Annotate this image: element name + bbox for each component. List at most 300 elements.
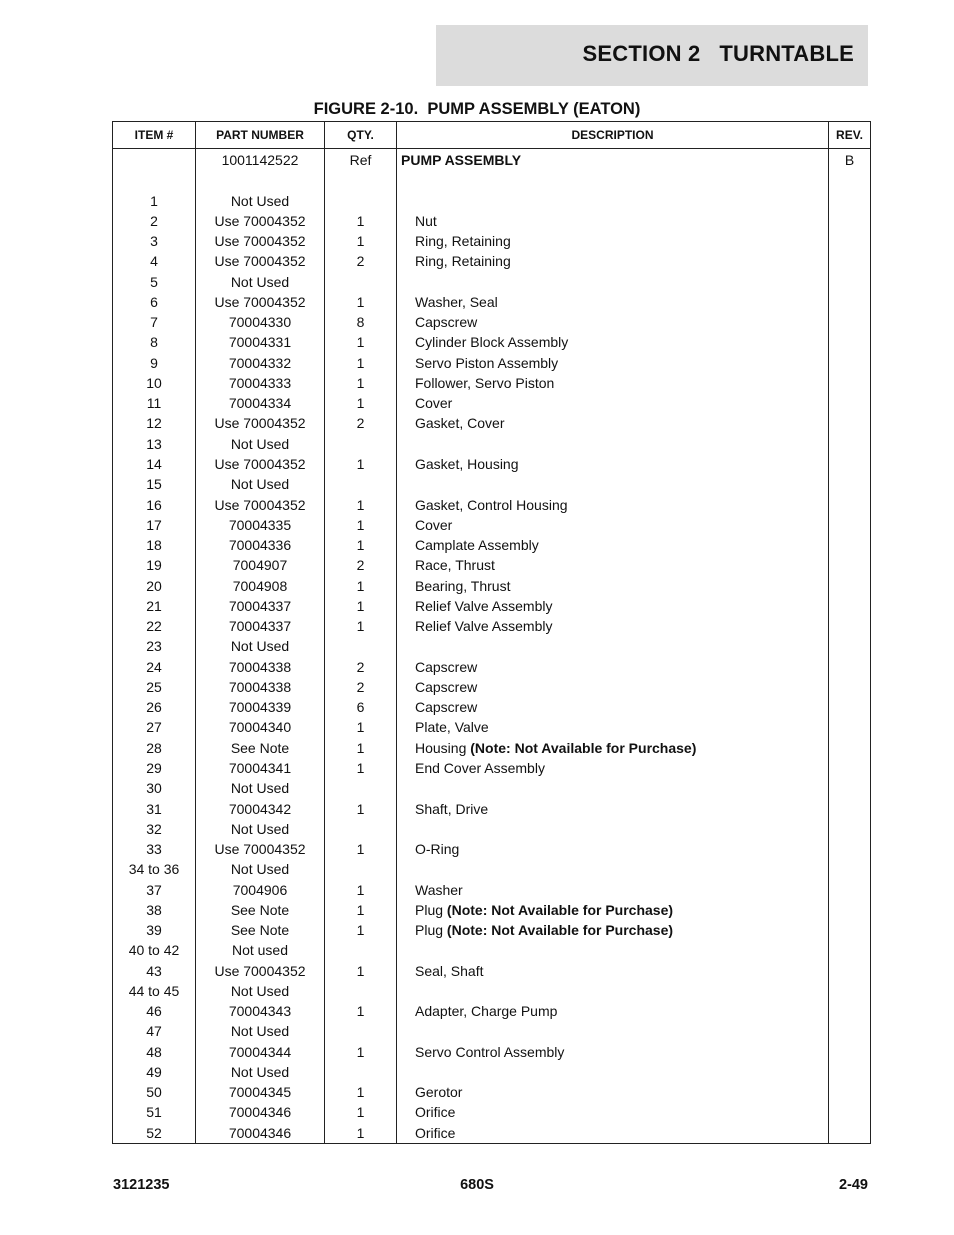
rev-cell — [829, 292, 871, 312]
description-text: Capscrew — [415, 314, 478, 331]
description-text: Relief Valve Assembly — [415, 597, 553, 614]
table-row — [113, 799, 871, 819]
description-cell — [397, 981, 829, 1001]
item-cell: 30 — [113, 778, 196, 798]
item-cell: 43 — [113, 961, 196, 981]
description-cell — [397, 191, 829, 211]
item-cell: 28 — [113, 738, 196, 758]
table-row — [113, 1021, 871, 1041]
description-cell — [397, 961, 829, 981]
qty-cell: 1 — [325, 717, 397, 737]
part-number-cell: Not Used — [196, 778, 325, 798]
part-number-cell: Not Used — [196, 434, 325, 454]
item-cell: 18 — [113, 535, 196, 555]
description-text: Ring, Retaining — [415, 253, 511, 270]
qty-cell: 1 — [325, 880, 397, 900]
parts-table-body — [113, 149, 871, 1144]
qty-cell — [325, 434, 397, 454]
part-number-cell: Use 70004352 — [196, 454, 325, 474]
qty-cell — [325, 272, 397, 292]
description-cell — [397, 819, 829, 839]
rev-cell — [829, 272, 871, 292]
part-number-cell: 70004331 — [196, 332, 325, 352]
rev-cell — [829, 312, 871, 332]
description-cell — [397, 312, 829, 332]
part-number-cell: 70004343 — [196, 1001, 325, 1021]
table-row — [113, 677, 871, 697]
rev-cell — [829, 373, 871, 393]
description-cell — [397, 1001, 829, 1021]
description-cell — [397, 1102, 829, 1122]
qty-cell: 1 — [325, 454, 397, 474]
part-number-cell: 70004344 — [196, 1042, 325, 1062]
item-cell: 6 — [113, 292, 196, 312]
description-text: Plug — [415, 901, 447, 918]
part-number-cell: Use 70004352 — [196, 211, 325, 231]
rev-cell — [829, 981, 871, 1001]
table-row — [113, 495, 871, 515]
part-number-cell: Not Used — [196, 636, 325, 656]
description-text: Nut — [415, 212, 437, 229]
description-text: O-Ring — [415, 841, 460, 858]
table-row — [113, 596, 871, 616]
availability-note: (Note: Not Available for Purchase) — [446, 901, 674, 918]
description-cell — [397, 657, 829, 677]
qty-cell: 2 — [325, 677, 397, 697]
table-row — [113, 920, 871, 940]
table-row — [113, 657, 871, 677]
rev-cell — [829, 819, 871, 839]
table-row — [113, 555, 871, 575]
qty-cell: 1 — [325, 616, 397, 636]
rev-cell — [829, 191, 871, 211]
part-number-cell: 7004906 — [196, 880, 325, 900]
item-cell: 38 — [113, 900, 196, 920]
description-text: Race, Thrust — [415, 557, 495, 574]
description-text: Relief Valve Assembly — [415, 618, 553, 635]
table-row — [113, 1042, 871, 1062]
table-row — [113, 454, 871, 474]
rev-cell — [829, 880, 871, 900]
rev-cell — [829, 616, 871, 636]
rev-cell — [829, 717, 871, 737]
description-cell — [397, 211, 829, 231]
rev-cell — [829, 839, 871, 859]
part-number-cell: See Note — [196, 900, 325, 920]
description-cell — [397, 1042, 829, 1062]
item-cell: 51 — [113, 1102, 196, 1122]
table-row — [113, 373, 871, 393]
description-cell — [397, 434, 829, 454]
description-cell — [397, 495, 829, 515]
rev-cell — [829, 1123, 871, 1144]
description-text: Washer — [415, 881, 463, 898]
rev-cell — [829, 1082, 871, 1102]
column-header-qty: QTY. — [325, 122, 397, 149]
description-text: Washer, Seal — [415, 293, 498, 310]
item-cell: 1 — [113, 191, 196, 211]
item-cell: 7 — [113, 312, 196, 332]
description-cell — [397, 616, 829, 636]
part-number-cell: 70004346 — [196, 1123, 325, 1144]
qty-cell — [325, 636, 397, 656]
item-cell: 31 — [113, 799, 196, 819]
qty-cell — [325, 940, 397, 960]
qty-cell: 1 — [325, 1082, 397, 1102]
table-row — [113, 170, 871, 190]
table-row — [113, 1082, 871, 1102]
item-cell: 15 — [113, 474, 196, 494]
part-number-cell: 70004339 — [196, 697, 325, 717]
rev-cell — [829, 495, 871, 515]
description-text: Servo Control Assembly — [415, 1043, 565, 1060]
rev-cell — [829, 900, 871, 920]
item-cell: 23 — [113, 636, 196, 656]
part-number-cell: Not Used — [196, 272, 325, 292]
description-text: Gerotor — [415, 1084, 463, 1101]
description-cell — [397, 413, 829, 433]
part-number-cell: Use 70004352 — [196, 231, 325, 251]
description-text: Gasket, Cover — [415, 415, 505, 432]
qty-cell: 1 — [325, 393, 397, 413]
qty-cell: 6 — [325, 697, 397, 717]
item-cell — [113, 170, 196, 190]
part-number-cell: 70004345 — [196, 1082, 325, 1102]
qty-cell — [325, 778, 397, 798]
item-cell: 9 — [113, 353, 196, 373]
item-cell: 24 — [113, 657, 196, 677]
description-cell — [397, 1123, 829, 1144]
qty-cell: 1 — [325, 1102, 397, 1122]
description-text: Bearing, Thrust — [415, 577, 511, 594]
rev-cell — [829, 332, 871, 352]
table-row — [113, 1123, 871, 1144]
description-text: Gasket, Control Housing — [415, 496, 568, 513]
qty-cell: 1 — [325, 920, 397, 940]
table-row — [113, 839, 871, 859]
table-row — [113, 576, 871, 596]
column-header-part-number: PART NUMBER — [196, 122, 325, 149]
item-cell: 29 — [113, 758, 196, 778]
part-number-cell: 70004330 — [196, 312, 325, 332]
item-cell: 2 — [113, 211, 196, 231]
description-cell — [397, 839, 829, 859]
qty-cell: 1 — [325, 576, 397, 596]
description-text: Ring, Retaining — [415, 233, 511, 250]
availability-note: (Note: Not Available for Purchase) — [446, 922, 674, 939]
description-cell — [397, 353, 829, 373]
table-row — [113, 940, 871, 960]
item-cell: 52 — [113, 1123, 196, 1144]
table-row — [113, 758, 871, 778]
description-cell — [397, 880, 829, 900]
item-cell: 3 — [113, 231, 196, 251]
qty-cell — [325, 981, 397, 1001]
part-number-cell: 70004340 — [196, 717, 325, 737]
qty-cell: 1 — [325, 1042, 397, 1062]
rev-cell — [829, 677, 871, 697]
item-cell: 46 — [113, 1001, 196, 1021]
qty-cell — [325, 474, 397, 494]
table-row — [113, 717, 871, 737]
part-number-cell: Not Used — [196, 1021, 325, 1041]
footer-doc-number: 3121235 — [113, 1177, 170, 1193]
table-row — [113, 778, 871, 798]
rev-cell — [829, 961, 871, 981]
table-row — [113, 393, 871, 413]
qty-cell — [325, 1021, 397, 1041]
description-cell — [397, 738, 829, 758]
part-number-cell: 7004907 — [196, 555, 325, 575]
item-cell: 50 — [113, 1082, 196, 1102]
rev-cell — [829, 211, 871, 231]
part-number-cell: 1001142522 — [196, 149, 325, 171]
item-cell: 10 — [113, 373, 196, 393]
item-cell: 21 — [113, 596, 196, 616]
rev-cell — [829, 657, 871, 677]
part-number-cell: Use 70004352 — [196, 292, 325, 312]
table-row — [113, 312, 871, 332]
item-cell: 26 — [113, 697, 196, 717]
item-cell: 39 — [113, 920, 196, 940]
column-header-rev: REV. — [829, 122, 871, 149]
rev-cell — [829, 231, 871, 251]
rev-cell — [829, 474, 871, 494]
description-text: PUMP ASSEMBLY — [401, 152, 522, 168]
table-row — [113, 981, 871, 1001]
part-number-cell: 70004335 — [196, 515, 325, 535]
rev-cell — [829, 940, 871, 960]
item-cell: 13 — [113, 434, 196, 454]
item-cell: 49 — [113, 1062, 196, 1082]
part-number-cell: Not used — [196, 940, 325, 960]
description-cell — [397, 555, 829, 575]
rev-cell — [829, 535, 871, 555]
description-text: Cylinder Block Assembly — [415, 334, 569, 351]
rev-cell — [829, 1021, 871, 1041]
table-row — [113, 859, 871, 879]
item-cell: 47 — [113, 1021, 196, 1041]
item-cell: 37 — [113, 880, 196, 900]
qty-cell: 1 — [325, 1001, 397, 1021]
part-number-cell: 70004337 — [196, 596, 325, 616]
availability-note: (Note: Not Available for Purchase) — [470, 739, 697, 756]
part-number-cell: 70004341 — [196, 758, 325, 778]
rev-cell: B — [829, 149, 871, 171]
description-cell — [397, 799, 829, 819]
description-text: Plate, Valve — [415, 719, 489, 736]
qty-cell: 1 — [325, 373, 397, 393]
table-row — [113, 535, 871, 555]
part-number-cell: 70004332 — [196, 353, 325, 373]
rev-cell — [829, 1102, 871, 1122]
qty-cell: 1 — [325, 231, 397, 251]
table-row — [113, 1001, 871, 1021]
description-cell — [397, 1082, 829, 1102]
part-number-cell: Use 70004352 — [196, 251, 325, 271]
description-text: Gasket, Housing — [415, 455, 519, 472]
qty-cell — [325, 170, 397, 190]
rev-cell — [829, 697, 871, 717]
rev-cell — [829, 920, 871, 940]
part-number-cell: Use 70004352 — [196, 839, 325, 859]
footer-model: 680S — [460, 1177, 494, 1193]
rev-cell — [829, 738, 871, 758]
part-number-cell: 70004338 — [196, 677, 325, 697]
table-row — [113, 900, 871, 920]
description-cell — [397, 373, 829, 393]
rev-cell — [829, 393, 871, 413]
description-cell — [397, 251, 829, 271]
item-cell: 40 to 42 — [113, 940, 196, 960]
description-text: Housing — [415, 739, 471, 756]
description-text: Capscrew — [415, 678, 478, 695]
description-cell — [397, 474, 829, 494]
table-row — [113, 697, 871, 717]
description-text: Plug — [415, 922, 447, 939]
item-cell: 48 — [113, 1042, 196, 1062]
part-number-cell: Not Used — [196, 981, 325, 1001]
part-number-cell — [196, 170, 325, 190]
rev-cell — [829, 555, 871, 575]
qty-cell: 2 — [325, 555, 397, 575]
figure-title: FIGURE 2-10. PUMP ASSEMBLY (EATON) — [313, 100, 641, 118]
part-number-cell: Use 70004352 — [196, 495, 325, 515]
description-text: Orifice — [415, 1124, 456, 1141]
part-number-cell: 70004333 — [196, 373, 325, 393]
qty-cell — [325, 191, 397, 211]
part-number-cell: 70004338 — [196, 657, 325, 677]
description-cell — [397, 231, 829, 251]
qty-cell — [325, 819, 397, 839]
part-number-cell: Not Used — [196, 1062, 325, 1082]
qty-cell: 2 — [325, 413, 397, 433]
item-cell: 11 — [113, 393, 196, 413]
table-row — [113, 515, 871, 535]
column-header-item: ITEM # — [113, 122, 196, 149]
table-row — [113, 1102, 871, 1122]
rev-cell — [829, 251, 871, 271]
item-cell: 32 — [113, 819, 196, 839]
description-cell — [397, 758, 829, 778]
table-row — [113, 211, 871, 231]
table-row — [113, 332, 871, 352]
description-cell — [397, 149, 829, 171]
qty-cell: 1 — [325, 495, 397, 515]
rev-cell — [829, 859, 871, 879]
rev-cell — [829, 1042, 871, 1062]
description-text: Capscrew — [415, 699, 478, 716]
table-row — [113, 880, 871, 900]
rev-cell — [829, 596, 871, 616]
part-number-cell: See Note — [196, 738, 325, 758]
part-number-cell: Use 70004352 — [196, 961, 325, 981]
qty-cell: 1 — [325, 1123, 397, 1144]
rev-cell — [829, 636, 871, 656]
description-cell — [397, 778, 829, 798]
description-cell — [397, 170, 829, 190]
description-text: Follower, Servo Piston — [415, 374, 555, 391]
qty-cell: 1 — [325, 900, 397, 920]
item-cell: 8 — [113, 332, 196, 352]
item-cell — [113, 149, 196, 171]
description-cell — [397, 859, 829, 879]
description-cell — [397, 900, 829, 920]
qty-cell: 1 — [325, 292, 397, 312]
parts-table — [112, 121, 871, 1144]
description-cell — [397, 920, 829, 940]
part-number-cell: 7004908 — [196, 576, 325, 596]
item-cell: 5 — [113, 272, 196, 292]
section-title: SECTION 2 TURNTABLE — [582, 41, 854, 66]
description-text: Cover — [415, 516, 453, 533]
rev-cell — [829, 1001, 871, 1021]
item-cell: 34 to 36 — [113, 859, 196, 879]
rev-cell — [829, 454, 871, 474]
qty-cell: 2 — [325, 251, 397, 271]
item-cell: 25 — [113, 677, 196, 697]
table-row — [113, 353, 871, 373]
item-cell: 20 — [113, 576, 196, 596]
qty-cell: 1 — [325, 758, 397, 778]
description-text: End Cover Assembly — [415, 759, 545, 776]
rev-cell — [829, 1062, 871, 1082]
qty-cell: 1 — [325, 738, 397, 758]
qty-cell: 2 — [325, 657, 397, 677]
description-cell — [397, 272, 829, 292]
qty-cell: 1 — [325, 353, 397, 373]
qty-cell: 1 — [325, 596, 397, 616]
description-text: Capscrew — [415, 658, 478, 675]
description-text: Servo Piston Assembly — [415, 354, 559, 371]
description-cell — [397, 454, 829, 474]
qty-cell: 1 — [325, 535, 397, 555]
table-row — [113, 738, 871, 758]
rev-cell — [829, 778, 871, 798]
table-row — [113, 616, 871, 636]
item-cell: 22 — [113, 616, 196, 636]
description-cell — [397, 596, 829, 616]
part-number-cell: 70004342 — [196, 799, 325, 819]
qty-cell: 1 — [325, 839, 397, 859]
description-cell — [397, 515, 829, 535]
footer-page-number: 2-49 — [838, 1177, 868, 1193]
part-number-cell: Not Used — [196, 474, 325, 494]
part-number-cell: Not Used — [196, 859, 325, 879]
part-number-cell: 70004337 — [196, 616, 325, 636]
table-row — [113, 434, 871, 454]
description-cell — [397, 393, 829, 413]
qty-cell: 1 — [325, 332, 397, 352]
rev-cell — [829, 576, 871, 596]
table-header-row — [113, 122, 871, 149]
qty-cell: Ref — [325, 149, 397, 171]
table-row — [113, 1062, 871, 1082]
rev-cell — [829, 758, 871, 778]
part-number-cell: 70004346 — [196, 1102, 325, 1122]
item-cell: 14 — [113, 454, 196, 474]
qty-cell: 1 — [325, 515, 397, 535]
section-header — [436, 25, 868, 86]
table-row — [113, 413, 871, 433]
rev-cell — [829, 170, 871, 190]
table-row — [113, 272, 871, 292]
description-cell — [397, 535, 829, 555]
item-cell: 16 — [113, 495, 196, 515]
part-number-cell: 70004336 — [196, 535, 325, 555]
description-text: Seal, Shaft — [415, 962, 484, 979]
table-row — [113, 231, 871, 251]
